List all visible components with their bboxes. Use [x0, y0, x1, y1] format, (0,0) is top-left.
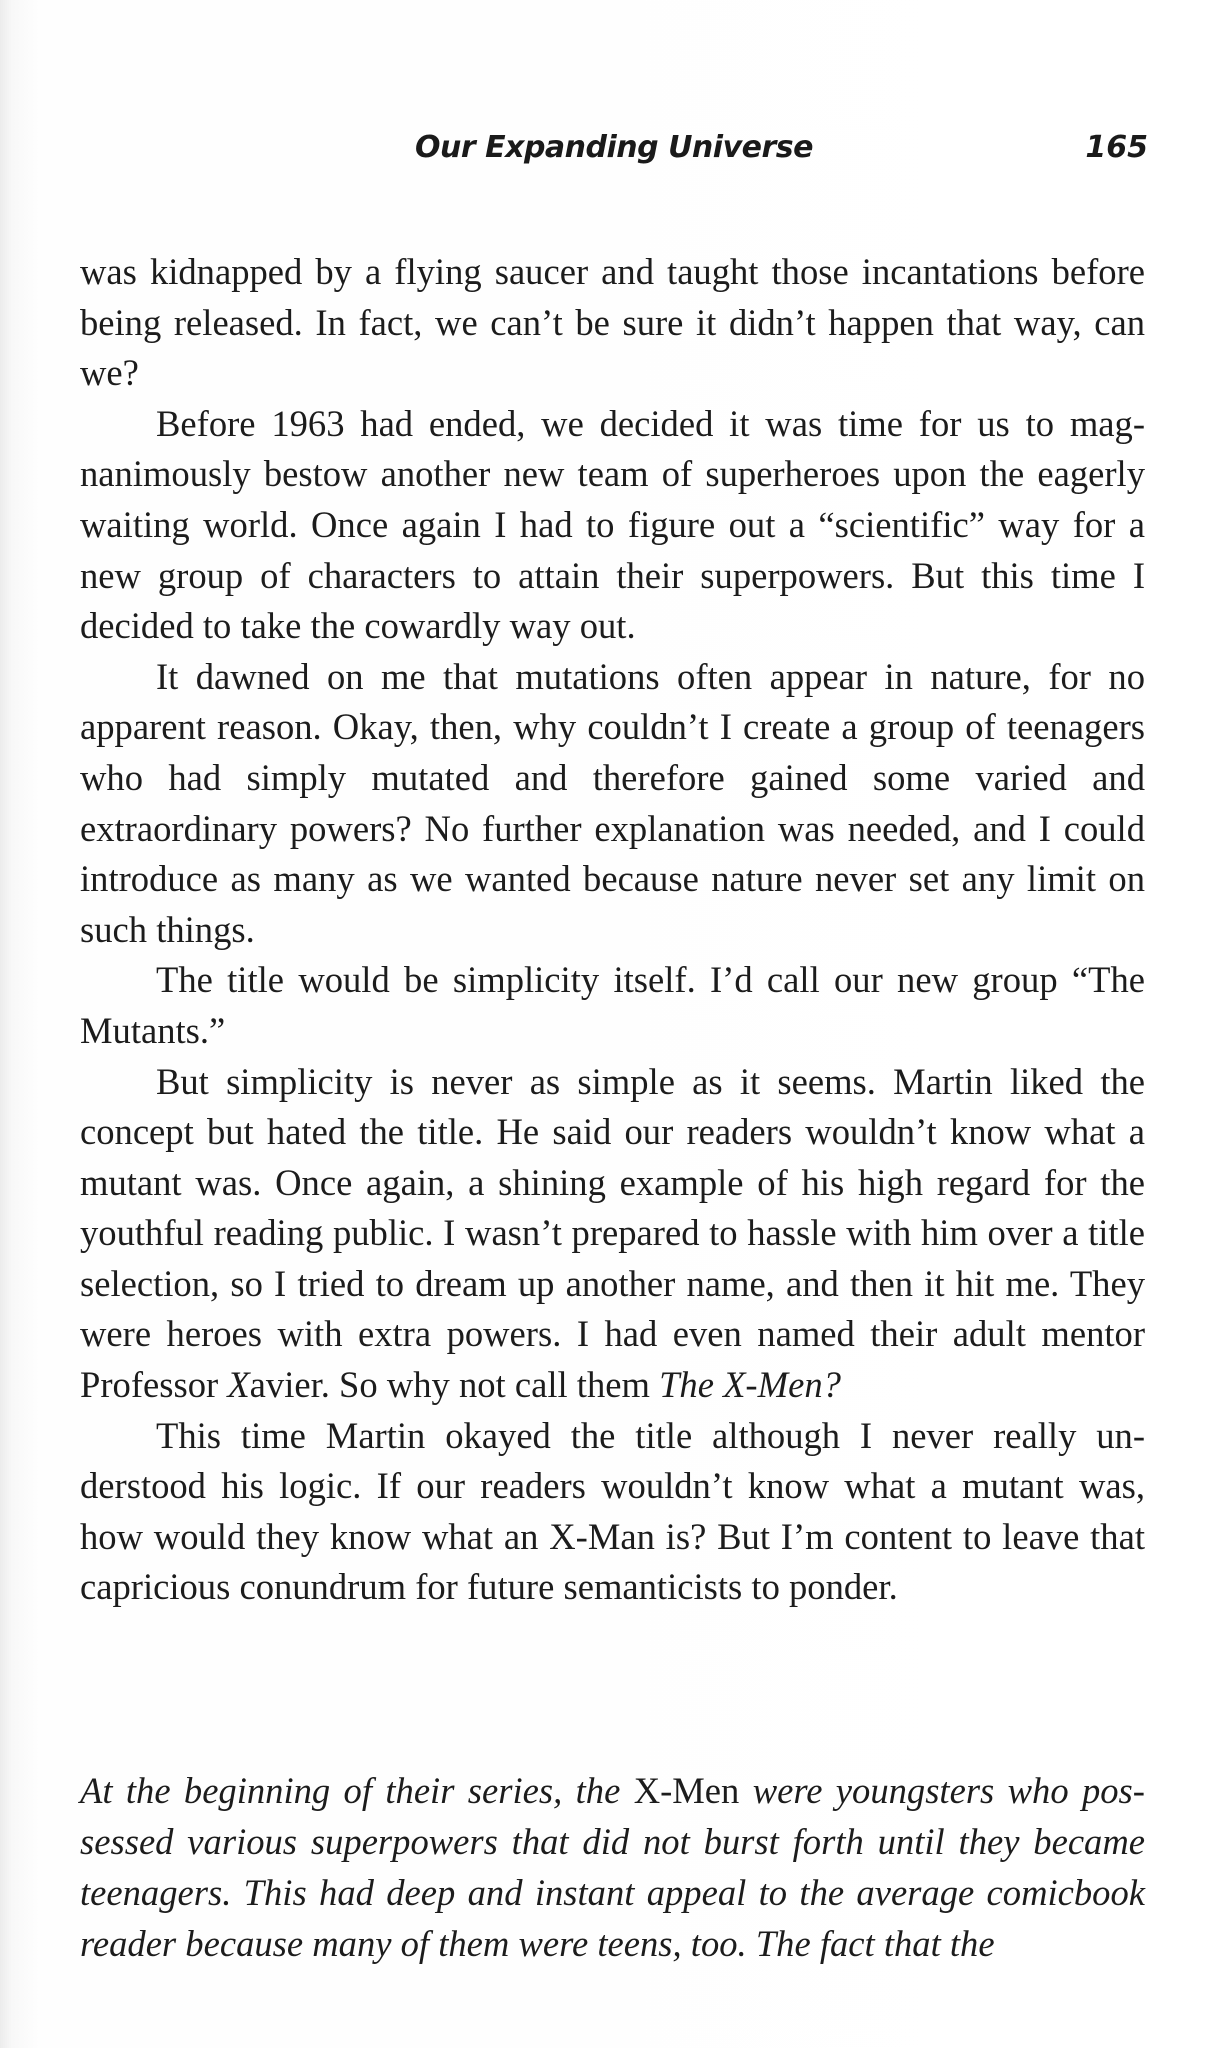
italic-part-1: At the beginning of their series, the — [80, 1770, 634, 1811]
paragraph-5-x-italic: X — [227, 1364, 250, 1406]
paragraph-5-text-c: avier. So why not call them — [249, 1364, 660, 1406]
italic-paragraph — [80, 1765, 1145, 1969]
paragraph-6: This time Martin okayed the title although I never really understood his logic. If our readers wouldn’t know what a mutant was, how would they know what an X-Man is? But I’m content to leave that capricious conundrum for future semanticists to ponder. — [80, 1414, 1145, 1608]
italic-xmen-roman: X-Men — [633, 1770, 740, 1811]
paragraph-3: It dawned on me that mutations often appear in nature, for no apparent reason. Okay, then, why couldn’t I create a group of teenagers who had simply mutated and therefore gained some varied and extraordinary powers? No further explanation was needed, and I could introduce as many as we wanted because nature never set any limit on such things. — [80, 655, 1145, 950]
italic-part-2: were youngsters who possessed various superpowers that did not burst forth until they became teenagers. This had deep and instant appeal to the average comicbook reader because many of them were teens, too. The fact that the — [80, 1770, 1145, 1964]
running-header — [80, 130, 1148, 182]
paragraph-5 — [80, 1057, 1145, 1411]
body-text — [80, 247, 1145, 1613]
page-number: 165 — [1085, 130, 1148, 165]
paragraph-5-text-b: tra powers. I had even named their adult mentor Professor — [80, 1313, 1145, 1406]
paragraph-1: was kidnapped by a flying saucer and taught those incantations before being released. In fact, we can’t be sure it didn’t happen that way, can we? — [80, 251, 1145, 394]
italic-sidebar-text — [80, 1765, 1145, 1969]
paragraph-5-title-italic: The X-Men? — [659, 1364, 841, 1406]
paragraph-5-text-a: But simplicity is never as simple as it seems. Martin liked the concept but hated the title. He said our readers wouldn’t know what a mutant was. Once again, a shining example of his high regard for the youthful reading public. I wasn’t prepared to hassle with him over a title selection, so I tried to dream up another name, and then it hit me. They were heroes with ex — [80, 1060, 1145, 1355]
paragraph-2: Before 1963 had ended, we decided it was time for us to magnanimously bestow another new team of superheroes upon the eagerly waiting world. Once again I had to figure out a “scientific” way for a new group of characters to attain their superpowers. But this time I decided to take the cowardly way out. — [80, 402, 1145, 647]
paragraph-4: The title would be simplicity itself. I’d call our new group “The Mutants.” — [80, 959, 1145, 1051]
running-title: Our Expanding Universe — [415, 130, 813, 165]
